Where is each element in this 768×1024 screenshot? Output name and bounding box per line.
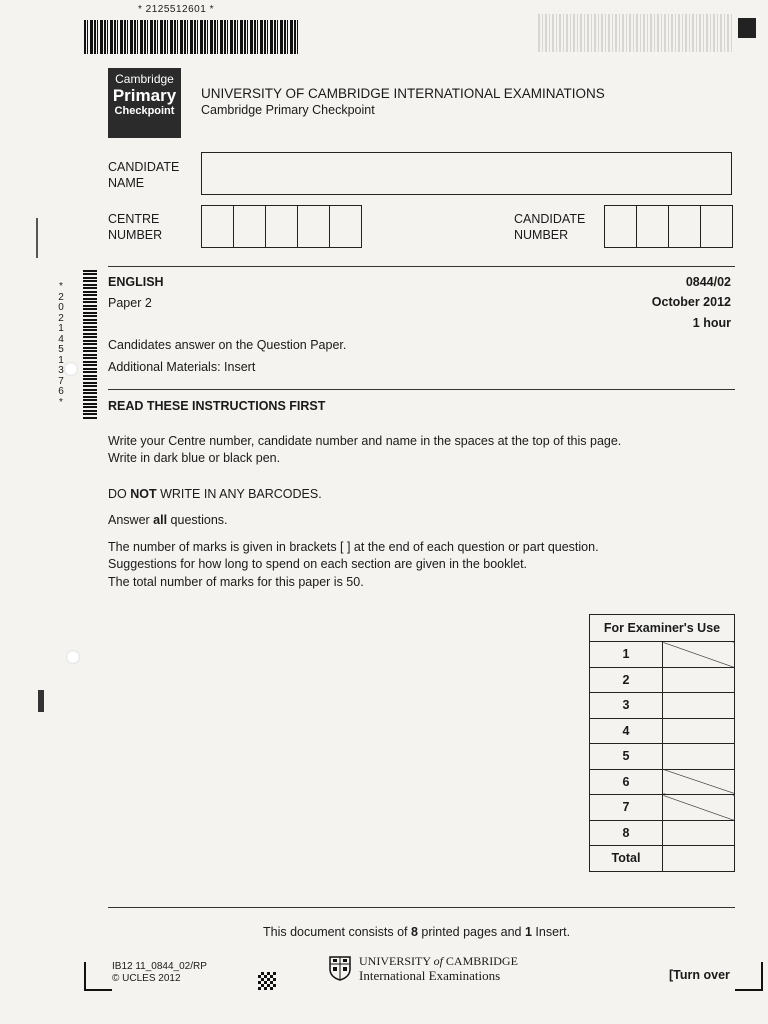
centre-digit-box[interactable] [298, 206, 330, 247]
cambridge-primary-checkpoint-logo [108, 68, 181, 138]
question-number: 6 [590, 769, 663, 795]
corner-bracket-left [84, 962, 112, 991]
centre-digit-box[interactable] [330, 206, 361, 247]
centre-number-label [108, 211, 162, 243]
question-number: 1 [590, 642, 663, 668]
marks-line: The total number of marks for this paper is 50. [108, 575, 364, 589]
examiner-table-row [590, 642, 735, 668]
turn-over: [Turn over [669, 968, 730, 982]
org-name: UNIVERSITY OF CAMBRIDGE INTERNATIONAL EXAMINATIONS [201, 86, 605, 101]
syllabus-code: 0844/02 [685, 275, 731, 289]
exam-date: October 2012 [651, 295, 731, 309]
mark-cell[interactable] [663, 642, 735, 668]
logo-line-2: Primary [112, 86, 177, 105]
barcode-number: * 2125512601 * [138, 4, 214, 15]
mark-cell[interactable] [663, 820, 735, 846]
examiner-table-row [590, 718, 735, 744]
page-count-mid: printed pages and [417, 925, 525, 939]
mark-cell[interactable] [663, 667, 735, 693]
page-count-post: Insert. [531, 925, 571, 939]
candidate-number-label [514, 211, 585, 243]
answer-note: Candidates answer on the Question Paper. [108, 338, 347, 352]
question-number: 3 [590, 693, 663, 719]
candidate-number-field[interactable] [604, 205, 733, 248]
university-crest-icon [328, 955, 352, 981]
ucam-name-of: of [433, 954, 443, 968]
ucam-name [359, 954, 518, 969]
examiner-table-row [590, 795, 735, 821]
divider [108, 266, 735, 267]
side-barcode-number: * 2 0 2 1 4 5 1 3 7 6 * [58, 281, 64, 408]
centre-digit-box[interactable] [202, 206, 234, 247]
total-label: Total [590, 846, 663, 872]
candidate-number-label-line2: NUMBER [514, 228, 569, 242]
examiner-table-row [590, 769, 735, 795]
marks-line: Suggestions for how long to spend on each section are given in the booklet. [108, 557, 528, 571]
page-count-pre: This document consists of [263, 925, 411, 939]
instruction-line: Write your Centre number, candidate number and name in the spaces at the top of this page. [108, 434, 622, 448]
barcode-warning-post: WRITE IN ANY BARCODES. [156, 487, 322, 501]
examiner-table-row [590, 744, 735, 770]
mark-cell[interactable] [663, 718, 735, 744]
barcode-warning-pre: DO [108, 487, 131, 501]
subject: ENGLISH [108, 275, 164, 289]
examiner-use-table [589, 614, 735, 872]
insert-count-number: 1 [524, 925, 532, 939]
candidate-digit-box[interactable] [669, 206, 701, 247]
qr-code [258, 972, 276, 990]
answer-all-post: questions. [167, 513, 228, 527]
centre-number-field[interactable] [201, 205, 362, 248]
ucam-name-post: CAMBRIDGE [445, 954, 518, 968]
side-barcode [83, 270, 97, 420]
mark-cell[interactable] [663, 744, 735, 770]
question-number: 2 [590, 667, 663, 693]
page-count-number: 8 [410, 925, 418, 939]
examiner-total-row [590, 846, 735, 872]
answer-all-note [108, 512, 228, 529]
marks-line: The number of marks is given in brackets [ ] at the end of each question or part question. [108, 540, 599, 554]
instructions-heading: READ THESE INSTRUCTIONS FIRST [108, 399, 326, 413]
logo-line-1: Cambridge [115, 72, 174, 86]
candidate-number-label-line1: CANDIDATE [514, 212, 586, 226]
question-number: 5 [590, 744, 663, 770]
candidate-name-label-line2: NAME [108, 176, 145, 190]
additional-materials: Additional Materials: Insert [108, 360, 256, 374]
centre-number-label-line2: NUMBER [108, 228, 163, 242]
logo-line-3: Checkpoint [114, 105, 175, 117]
divider [108, 389, 735, 390]
examiner-table-heading: For Examiner's Use [590, 615, 735, 642]
candidate-digit-box[interactable] [637, 206, 669, 247]
binding-mark [38, 690, 44, 712]
paper-number: Paper 2 [108, 296, 152, 310]
centre-digit-box[interactable] [234, 206, 266, 247]
exam-duration: 1 hour [692, 316, 731, 330]
centre-number-label-line1: CENTRE [108, 212, 160, 226]
question-number: 4 [590, 718, 663, 744]
candidate-digit-box[interactable] [701, 206, 732, 247]
answer-all-bold: all [153, 513, 168, 527]
binding-mark [36, 218, 38, 258]
bleed-through-barcode [538, 14, 734, 52]
ucam-subtitle: International Examinations [359, 968, 501, 983]
mark-cell[interactable] [663, 693, 735, 719]
top-barcode [84, 20, 300, 54]
question-number: 7 [590, 795, 663, 821]
answer-all-pre: Answer [108, 513, 154, 527]
punch-hole [66, 650, 80, 664]
corner-bracket-right [735, 962, 763, 991]
centre-digit-box[interactable] [266, 206, 298, 247]
candidate-digit-box[interactable] [605, 206, 637, 247]
candidate-name-label-line1: CANDIDATE [108, 160, 180, 174]
corner-marker [738, 18, 756, 38]
org-subtitle: Cambridge Primary Checkpoint [201, 103, 375, 117]
barcode-warning-bold: NOT [130, 487, 157, 501]
candidate-name-field[interactable] [201, 152, 732, 195]
mark-cell[interactable] [663, 795, 735, 821]
page-count-note [263, 924, 570, 941]
mark-cell[interactable] [663, 769, 735, 795]
question-number: 8 [590, 820, 663, 846]
examiner-table-row [590, 693, 735, 719]
reference-code: IB12 11_0844_02/RP [112, 961, 207, 972]
punch-hole [64, 362, 78, 376]
examiner-table-row [590, 820, 735, 846]
divider [108, 907, 735, 908]
instruction-line: Write in dark blue or black pen. [108, 451, 281, 465]
candidate-name-label [108, 159, 179, 191]
document-reference [112, 961, 207, 985]
total-cell[interactable] [663, 846, 735, 872]
ucam-name-pre: UNIVERSITY [359, 954, 431, 968]
barcode-warning [108, 486, 322, 503]
copyright: © UCLES 2012 [112, 973, 181, 984]
examiner-table-row [590, 667, 735, 693]
